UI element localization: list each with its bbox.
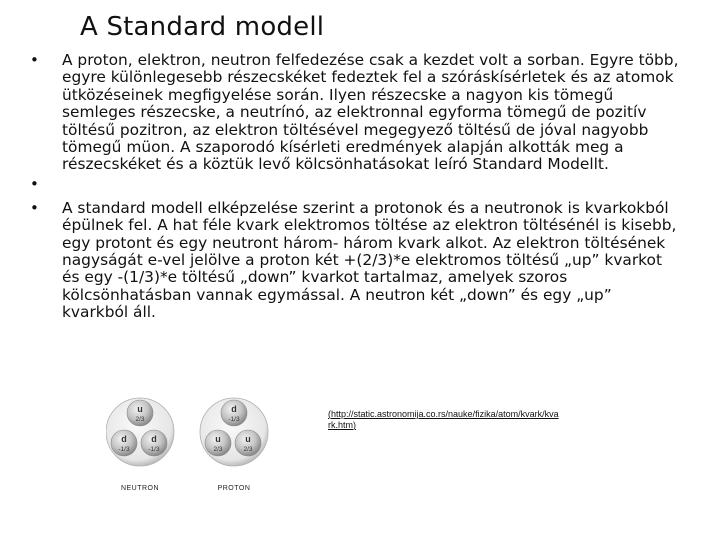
quark-proton-top bbox=[221, 400, 247, 426]
proton-label: PROTON bbox=[217, 485, 251, 492]
quark-neutron-top bbox=[127, 400, 153, 426]
quark-flavor: d bbox=[121, 434, 127, 444]
quark-figure bbox=[106, 392, 276, 496]
source-url-line1[interactable]: http://static.astronomija.co.rs/nauke/fizika/atom/kvark/kva bbox=[331, 409, 559, 419]
quark-neutron-left bbox=[111, 430, 137, 456]
bullet-marker: • bbox=[30, 51, 39, 69]
bullet-marker: • bbox=[30, 174, 39, 193]
quark-charge: 2/3 bbox=[213, 446, 223, 453]
bullet-marker: • bbox=[30, 198, 39, 217]
quark-flavor: d bbox=[231, 404, 237, 414]
quark-diagram bbox=[106, 392, 276, 496]
quark-flavor: u bbox=[245, 434, 251, 444]
quark-neutron-right bbox=[141, 430, 167, 456]
quark-charge: -1/3 bbox=[118, 446, 130, 453]
quark-charge: 2/3 bbox=[135, 416, 145, 423]
quark-proton-right bbox=[235, 430, 261, 456]
bullet-item-empty bbox=[30, 176, 680, 198]
proton-particle bbox=[200, 398, 268, 492]
bullet-text: A standard modell elképzelése szerint a protonok és a neutronok is kvarkokból épülnek fel. A hat féle kvark elektromos töltése az elektron töltésénél is kisebb, egy protont és egy neutront három- három kvark alkot. Az elektron töltésének nagyságát e-vel jelölve a proton két +(2/3)*e elektromos töltésű „up” kvarkot és egy -(1/3)*e töltésű „down” kvarkot tartalmaz, amelyek szoros kölcsönhatásban vannak egymással. A neutron két „down” és egy „up” kvarkból áll. bbox=[62, 198, 677, 322]
bullet-list bbox=[30, 52, 680, 324]
quark-charge: -1/3 bbox=[228, 416, 240, 423]
source-link[interactable] bbox=[328, 409, 628, 431]
bullet-item-quarks bbox=[30, 200, 680, 322]
neutron-label: NEUTRON bbox=[120, 485, 160, 492]
quark-flavor: d bbox=[151, 434, 157, 444]
quark-flavor: u bbox=[215, 434, 221, 444]
quark-flavor: u bbox=[137, 404, 143, 414]
source-url-line2[interactable]: rk.htm bbox=[328, 420, 354, 430]
neutron-particle bbox=[106, 398, 174, 492]
bullet-item-discoveries bbox=[30, 52, 680, 174]
quark-proton-left bbox=[205, 430, 231, 456]
bullet-text: A proton, elektron, neutron felfedezése csak a kezdet volt a sorban. Egyre több, egyre különlegesebb részecskéket fedeztek fel a szóráskísérletek és az atomok ütközéseinek megfigyelése során. Ilyen részecske a nagyon kis tömegű semleges részecske, a neutrínó, az elektronnal egyforma tömegű de pozitív töltésű pozitron, az elektron töltésével megegyező töltésű de jóval nagyobb tömegű müon. A szaporodó kísérleti eredmények alapján alkották meg a részecskéket és a köztük levő kölcsönhatásokat leíró Standard Modellt. bbox=[62, 51, 679, 174]
quark-charge: 2/3 bbox=[243, 446, 253, 453]
source-open-paren: ( bbox=[328, 409, 331, 419]
slide-title: A Standard modell bbox=[80, 12, 325, 42]
quark-charge: -1/3 bbox=[148, 446, 160, 453]
source-close-paren: ) bbox=[353, 420, 357, 430]
